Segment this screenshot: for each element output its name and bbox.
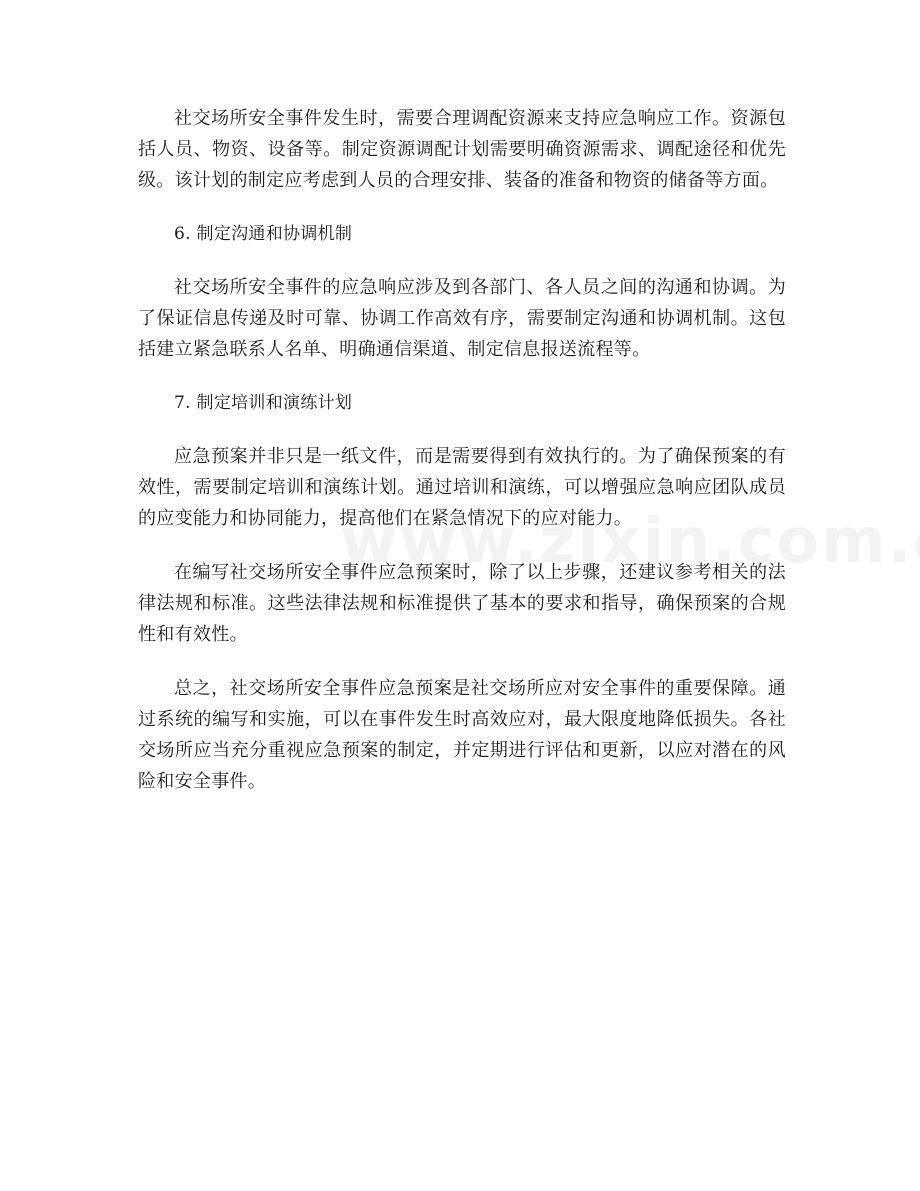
heading-training-plan: 7. 制定培训和演练计划	[174, 393, 353, 413]
paragraph-laws-standards: 在编写社交场所安全事件应急预案时，除了以上步骤，还建议参考相关的法律法规和标准。这些法律法规和标准提供了基本的要求和指导，确保预案的合规性和有效性。	[138, 562, 786, 645]
document-body	[138, 103, 786, 797]
heading-communication-mechanism: 6. 制定沟通和协调机制	[174, 224, 353, 244]
paragraph-training: 应急预案并非只是一纸文件，而是需要得到有效执行的。为了确保预案的有效性，需要制定培训和演练计划。通过培训和演练，可以增强应急响应团队成员的应变能力和协同能力，提高他们在紧急情况下的应对能力。	[138, 446, 786, 529]
paragraph-communication: 社交场所安全事件的应急响应涉及到各部门、各人员之间的沟通和协调。为了保证信息传递及时可靠、协调工作高效有序，需要制定沟通和协调机制。这包括建立紧急联系人名单、明确通信渠道、制定信息报送流程等。	[138, 277, 786, 360]
paragraph-conclusion: 总之，社交场所安全事件应急预案是社交场所应对安全事件的重要保障。通过系统的编写和实施，可以在事件发生时高效应对，最大限度地降低损失。各社交场所应当充分重视应急预案的制定，并定期进行评估和更新，以应对潜在的风险和安全事件。	[138, 678, 786, 792]
paragraph-resource-allocation: 社交场所安全事件发生时，需要合理调配资源来支持应急响应工作。资源包括人员、物资、设备等。制定资源调配计划需要明确资源需求、调配途径和优先级。该计划的制定应考虑到人员的合理安排、装备的准备和物资的储备等方面。	[138, 108, 786, 191]
